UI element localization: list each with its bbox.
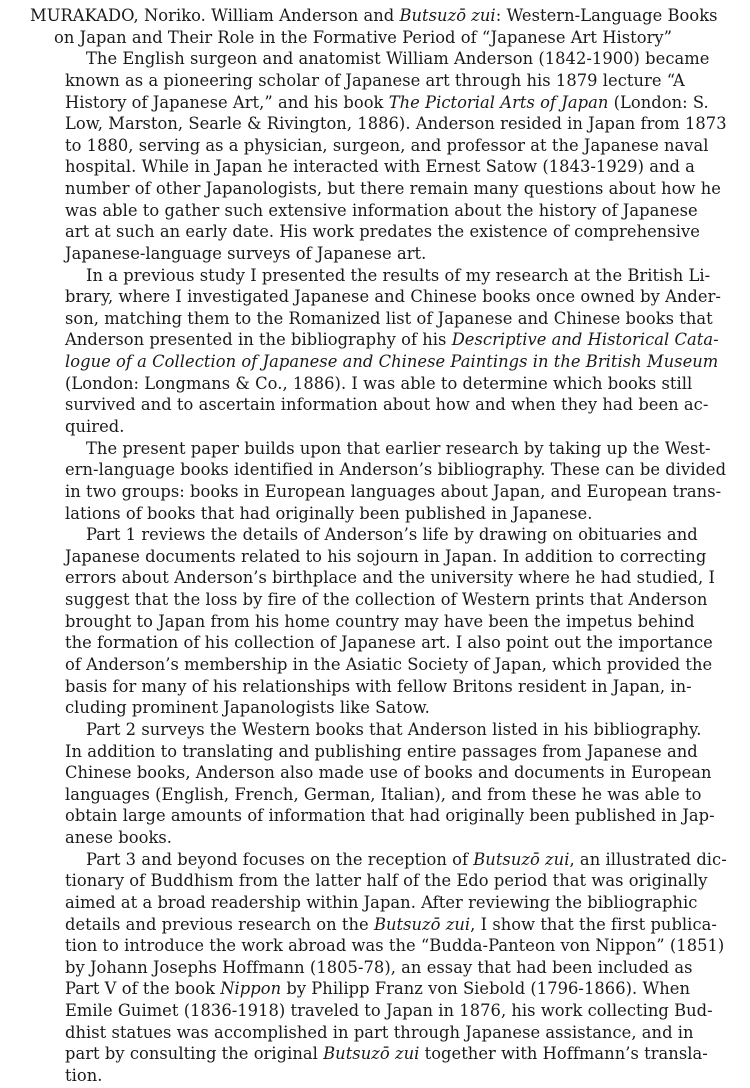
- body-text-line: [65, 480, 721, 504]
- line-text: : Western-Language Books: [495, 6, 718, 25]
- line-text: cluding prominent Japanologists like Satow.: [65, 698, 430, 717]
- body-text-line: [65, 653, 712, 677]
- line-text: anese books.: [65, 828, 173, 847]
- line-text: (London: Longmans & Co., 1886). I was able to determine which books still: [65, 374, 693, 393]
- line-text: suggest that the loss by fire of the collection of Western prints that Anderson: [65, 590, 708, 609]
- line-text: son, matching them to the Romanized list of Japanese and Chinese books that: [65, 309, 713, 328]
- body-text-line: [65, 631, 713, 655]
- line-text: Part 2 surveys the Western books that Anderson listed in his bibliography.: [86, 720, 702, 739]
- body-text-line: [65, 934, 724, 958]
- body-text-line: [65, 566, 715, 590]
- body-text-line: [65, 977, 690, 1001]
- line-text: Chinese books, Anderson also made use of books and documents in European: [65, 763, 712, 782]
- body-text-line: [65, 69, 685, 93]
- line-text: lations of books that had originally been published in Japanese.: [65, 504, 593, 523]
- body-text-line: [65, 242, 426, 266]
- line-text: tionary of Buddhism from the latter half of the Edo period that was originally: [65, 871, 708, 890]
- line-text: hospital. While in Japan he interacted with Ernest Satow (1843-1929) and a: [65, 157, 695, 176]
- line-text: brought to Japan from his home country may have been the impetus behind: [65, 612, 695, 631]
- line-text: known as a pioneering scholar of Japanese art through his 1879 lecture “A: [65, 71, 685, 90]
- line-text: of Anderson’s membership in the Asiatic Society of Japan, which provided the: [65, 655, 713, 674]
- italic-title-text: Nippon: [220, 979, 282, 998]
- body-text-line: [65, 285, 721, 309]
- line-text: History of Japanese Art,” and his book: [65, 93, 389, 112]
- italic-title-text: Descriptive and Historical Cata-: [451, 330, 719, 349]
- body-text-line: [65, 350, 718, 374]
- line-text: dhist statues was accomplished in part through Japanese assistance, and in: [65, 1023, 694, 1042]
- body-text-line: [65, 696, 430, 720]
- body-text-line: [65, 999, 713, 1023]
- line-text: the formation of his collection of Japanese art. I also point out the importance: [65, 633, 713, 652]
- italic-title-text: Butsuzō zui: [373, 915, 471, 934]
- body-text-line: [65, 1042, 708, 1066]
- body-text-line: [86, 523, 698, 547]
- italic-title-text: Butsuzō zui: [323, 1044, 420, 1063]
- line-text: part by consulting the original: [65, 1044, 324, 1063]
- line-text: in two groups: books in European languages about Japan, and European trans-: [65, 482, 722, 501]
- line-text: The English surgeon and anatomist William Anderson (1842-1900) became: [86, 49, 710, 68]
- body-text-line: [65, 393, 708, 417]
- body-text-line: [65, 1064, 102, 1088]
- line-text: , I show that the first publica-: [470, 915, 717, 934]
- body-text-line: [65, 177, 721, 201]
- title-line: [30, 4, 718, 28]
- line-text: Anderson presented in the bibliography of his: [65, 330, 452, 349]
- line-text: tion.: [65, 1066, 103, 1085]
- line-text: , an illustrated dic-: [569, 850, 727, 869]
- line-text: art at such an early date. His work predates the existence of comprehensive: [65, 222, 700, 241]
- body-text-line: [65, 328, 719, 352]
- body-text-line: [65, 804, 715, 828]
- body-text-line: [65, 761, 712, 785]
- line-text: In addition to translating and publishing entire passages from Japanese and: [65, 742, 698, 761]
- line-text: Part V of the book: [65, 979, 221, 998]
- italic-title-text: Butsuzō zui: [473, 850, 570, 869]
- line-text: Japanese-language surveys of Japanese art.: [65, 244, 427, 263]
- line-text: Japanese documents related to his sojourn in Japan. In addition to correcting: [65, 547, 707, 566]
- line-text: brary, where I investigated Japanese and Chinese books once owned by Ander-: [65, 287, 721, 306]
- line-text: Low, Marston, Searle & Rivington, 1886). Anderson resided in Japan from 1873: [65, 114, 727, 133]
- body-text-line: [65, 869, 707, 893]
- line-text: number of other Japanologists, but there remain many questions about how he: [65, 179, 721, 198]
- line-text: to 1880, serving as a physician, surgeon, and professor at the Japanese naval: [65, 136, 709, 155]
- line-text: In a previous study I presented the results of my research at the British Li-: [86, 266, 711, 285]
- line-text: quired.: [65, 417, 125, 436]
- line-text: MURAKADO, Noriko. William Anderson and: [30, 6, 400, 25]
- body-text-line: [65, 112, 727, 136]
- body-text-line: [65, 415, 124, 439]
- italic-title-text: Butsuzō zui: [399, 6, 496, 25]
- line-text: Part 3 and beyond focuses on the reception of: [86, 850, 474, 869]
- line-text: together with Hoffmann’s transla-: [419, 1044, 708, 1063]
- line-text: Emile Guimet (1836-1918) traveled to Japan in 1876, his work collecting Bud-: [65, 1001, 713, 1020]
- line-text: The present paper builds upon that earlier research by taking up the West-: [86, 439, 711, 458]
- body-text-line: [86, 47, 709, 71]
- line-text: survived and to ascertain information about how and when they had been ac-: [65, 395, 709, 414]
- line-text: by Johann Josephs Hoffmann (1805-78), an essay that had been included as: [65, 958, 693, 977]
- line-text: errors about Anderson’s birthplace and the university where he had studied, I: [65, 568, 715, 587]
- line-text: tion to introduce the work abroad was the “Budda-Panteon von Nippon” (1851): [65, 936, 725, 955]
- body-text-line: [65, 458, 726, 482]
- italic-title-text: logue of a Collection of Japanese and Chinese Paintings in the British Museum: [65, 352, 719, 371]
- body-text-line: [65, 891, 697, 915]
- line-text: ern-language books identified in Anderson’s bibliography. These can be divided: [65, 460, 727, 479]
- line-text: (London: S.: [608, 93, 709, 112]
- line-text: details and previous research on the: [65, 915, 374, 934]
- line-text: basis for many of his relationships with fellow Britons resident in Japan, in-: [65, 677, 692, 696]
- line-text: aimed at a broad readership within Japan. After reviewing the bibliographic: [65, 893, 698, 912]
- line-text: was able to gather such extensive information about the history of Japanese: [65, 201, 698, 220]
- line-text: obtain large amounts of information that had originally been published in Jap-: [65, 806, 715, 825]
- line-text: Part 1 reviews the details of Anderson’s life by drawing on obituaries and: [86, 525, 698, 544]
- body-text-line: [65, 155, 695, 179]
- body-text-line: [86, 718, 701, 742]
- line-text: by Philipp Franz von Siebold (1796-1866). When: [281, 979, 691, 998]
- italic-title-text: The Pictorial Arts of Japan: [388, 93, 609, 112]
- body-text-line: [65, 588, 707, 612]
- line-text: on Japan and Their Role in the Formative Period of “Japanese Art History”: [54, 28, 673, 47]
- body-text-line: [65, 220, 700, 244]
- line-text: languages (English, French, German, Italian), and from these he was able to: [65, 785, 702, 804]
- body-text-line: [65, 826, 172, 850]
